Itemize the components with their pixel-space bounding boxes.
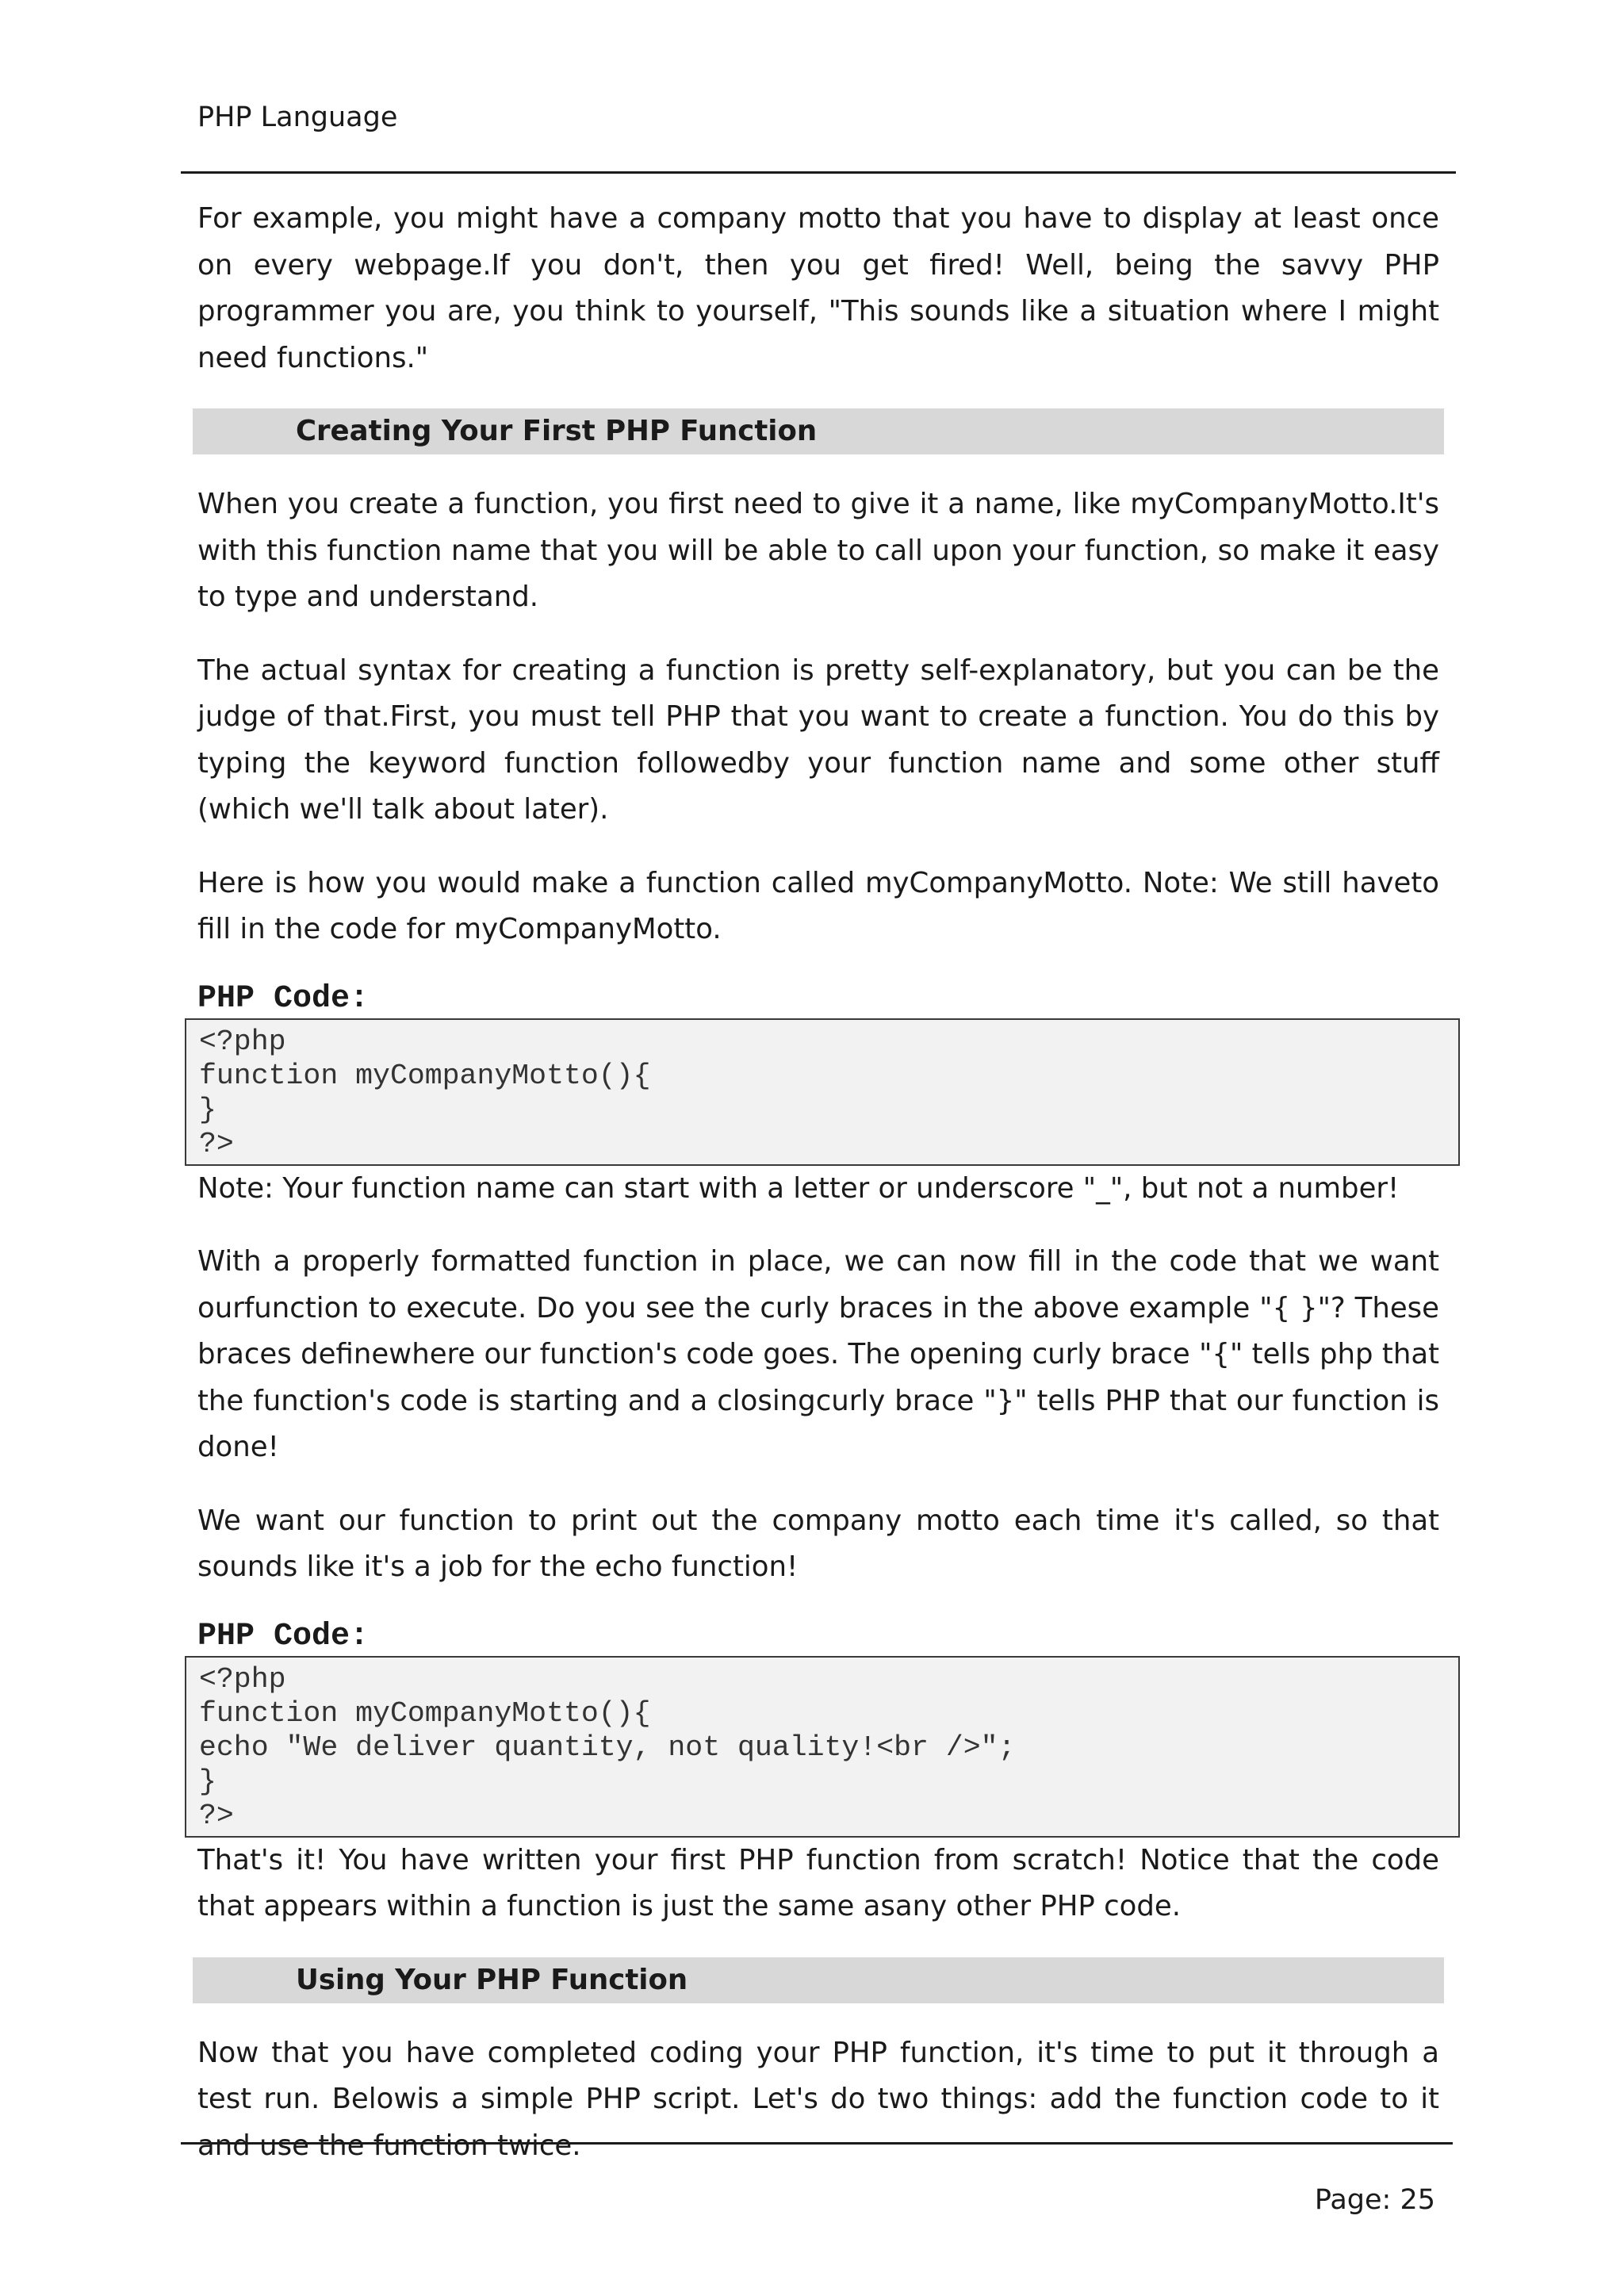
paragraph-test-run: Now that you have completed coding your PHP function, it's time to put it through a test run. Belowis a simple PHP script. Let's do two things: add the function code to it and use the function twice. — [197, 2036, 1439, 2162]
code-line: ?> — [199, 1799, 234, 1832]
code-block — [185, 1018, 1460, 1166]
section-heading-using-function: Using Your PHP Function — [193, 1957, 1444, 2003]
code-line: function myCompanyMotto(){ — [199, 1696, 651, 1730]
note-paragraph: Note: Your function name can start with a letter or underscore "_", but not a number! — [197, 1171, 1400, 1205]
code-line: echo "We deliver quantity, not quality!<br />"; — [199, 1731, 1016, 1764]
code-line: ?> — [199, 1127, 234, 1160]
intro-paragraph: For example, you might have a company motto that you have to display at least once on every webpage.If you don't, then you get fired! Well, being the savvy PHP programmer you are, you think to yourself, "This sounds like a situation where I might need functions." — [197, 202, 1439, 374]
code-line: <?php — [199, 1025, 286, 1058]
footer-rule — [181, 2142, 1453, 2145]
header-rule — [181, 171, 1456, 174]
paragraph-curly-braces: With a properly formatted function in place, we can now fill in the code that we want ourfunction to execute. Do you see the curly braces in the above example "{ }"? These braces definewhere our function's code goes. The opening curly brace "{" tells php that the function's code is starting and a closingcurly brace "}" tells PHP that our function is done! — [197, 1245, 1439, 1463]
running-header: PHP Language — [197, 102, 398, 133]
section-heading-creating-function: Creating Your First PHP Function — [193, 408, 1444, 454]
paragraph-function-syntax: The actual syntax for creating a function is pretty self-explanatory, but you can be the judge of that.First, you must tell PHP that you want to create a function. You do this by typing the keyword function followedby your function name and some other stuff (which we'll talk about later). — [197, 654, 1439, 826]
page-content — [197, 196, 1439, 2169]
code-label: PHP Code: — [197, 980, 370, 1017]
code-line: } — [199, 1093, 216, 1126]
code-line: } — [199, 1765, 216, 1798]
paragraph-thats-it: That's it! You have written your first PHP function from scratch! Notice that the code that appears within a function is just the same asany other PHP code. — [197, 1843, 1439, 1922]
paragraph-make-function: Here is how you would make a function called myCompanyMotto. Note: We still haveto fill in the code for myCompanyMotto. — [197, 866, 1439, 945]
code-block — [185, 1656, 1460, 1838]
paragraph-echo: We want our function to print out the company motto each time it's called, so that sounds like it's a job for the echo function! — [197, 1504, 1439, 1583]
paragraph-function-name: When you create a function, you first need to give it a name, like myCompanyMotto.It's with this function name that you will be able to call upon your function, so make it easy to type and understand. — [197, 488, 1439, 613]
code-label: PHP Code: — [197, 1618, 370, 1654]
page-number: Page: 25 — [1314, 2184, 1435, 2216]
code-line: <?php — [199, 1662, 286, 1696]
code-line: function myCompanyMotto(){ — [199, 1059, 651, 1092]
